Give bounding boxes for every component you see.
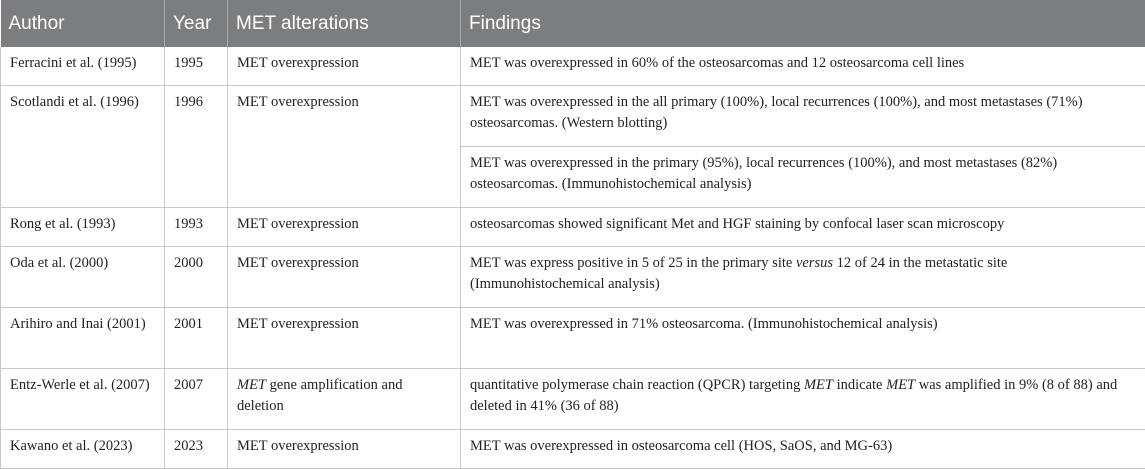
cell-author: Oda et al. (2000) — [1, 247, 165, 308]
findings-text: indicate — [833, 377, 886, 393]
header-row — [1, 0, 1145, 47]
cell-findings: osteosarcomas showed significant Met and HGF staining by confocal laser scan microscopy — [461, 208, 1145, 247]
table-row — [1, 86, 1145, 147]
gene-name: MET — [237, 377, 266, 393]
cell-author: Rong et al. (1993) — [1, 208, 165, 247]
cell-author: Scotlandi et al. (1996) — [1, 86, 165, 208]
table-row — [1, 308, 1145, 369]
findings-text: quantitative polymerase chain reaction (QPCR) targeting — [470, 377, 804, 393]
header-findings: Findings — [461, 0, 1145, 47]
cell-findings — [461, 247, 1145, 308]
findings-text: was amplified in 9% (8 of 88) and deleted in 41% (36 of 88) — [470, 377, 1117, 414]
table-row — [1, 247, 1145, 308]
findings-text: 12 of 24 in the metastatic site (Immunohistochemical analysis) — [470, 255, 1007, 292]
cell-alteration: MET overexpression — [228, 86, 461, 208]
cell-alteration: MET overexpression — [228, 430, 461, 469]
cell-author: Arihiro and Inai (2001) — [1, 308, 165, 369]
cell-alteration: MET overexpression — [228, 247, 461, 308]
cell-year: 1996 — [165, 86, 228, 208]
cell-year: 1995 — [165, 47, 228, 86]
cell-year: 2000 — [165, 247, 228, 308]
cell-alteration: MET overexpression — [228, 47, 461, 86]
cell-author: Ferracini et al. (1995) — [1, 47, 165, 86]
cell-alteration: MET overexpression — [228, 308, 461, 369]
gene-name: MET — [804, 377, 833, 393]
table-row — [1, 47, 1145, 86]
cell-year: 2001 — [165, 308, 228, 369]
cell-year: 1993 — [165, 208, 228, 247]
header-year: Year — [165, 0, 228, 47]
cell-findings: MET was overexpressed in 71% osteosarcoma. (Immunohistochemical analysis) — [461, 308, 1145, 369]
cell-author: Kawano et al. (2023) — [1, 430, 165, 469]
cell-alteration: MET overexpression — [228, 208, 461, 247]
header-met-alterations: MET alterations — [228, 0, 461, 47]
header-author: Author — [1, 0, 165, 47]
findings-text: MET was express positive in 5 of 25 in the primary site — [470, 255, 796, 271]
cell-author: Entz-Werle et al. (2007) — [1, 369, 165, 430]
cell-findings: MET was overexpressed in osteosarcoma cell (HOS, SaOS, and MG-63) — [461, 430, 1145, 469]
table-row — [1, 208, 1145, 247]
cell-findings: MET was overexpressed in the all primary (100%), local recurrences (100%), and most metastases (71%) osteosarcomas. (Western blotting) — [461, 86, 1145, 147]
table-row — [1, 430, 1145, 469]
findings-emphasis: versus — [796, 255, 833, 271]
cell-year: 2023 — [165, 430, 228, 469]
cell-year: 2007 — [165, 369, 228, 430]
cell-findings: MET was overexpressed in 60% of the osteosarcomas and 12 osteosarcoma cell lines — [461, 47, 1145, 86]
cell-findings: MET was overexpressed in the primary (95%), local recurrences (100%), and most metastases (82%) osteosarcomas. (Immunohistochemical analysis) — [461, 147, 1145, 208]
alteration-text: gene amplification and deletion — [237, 377, 403, 414]
cell-findings — [461, 369, 1145, 430]
table-row — [1, 369, 1145, 430]
gene-name: MET — [886, 377, 915, 393]
cell-alteration — [228, 369, 461, 430]
